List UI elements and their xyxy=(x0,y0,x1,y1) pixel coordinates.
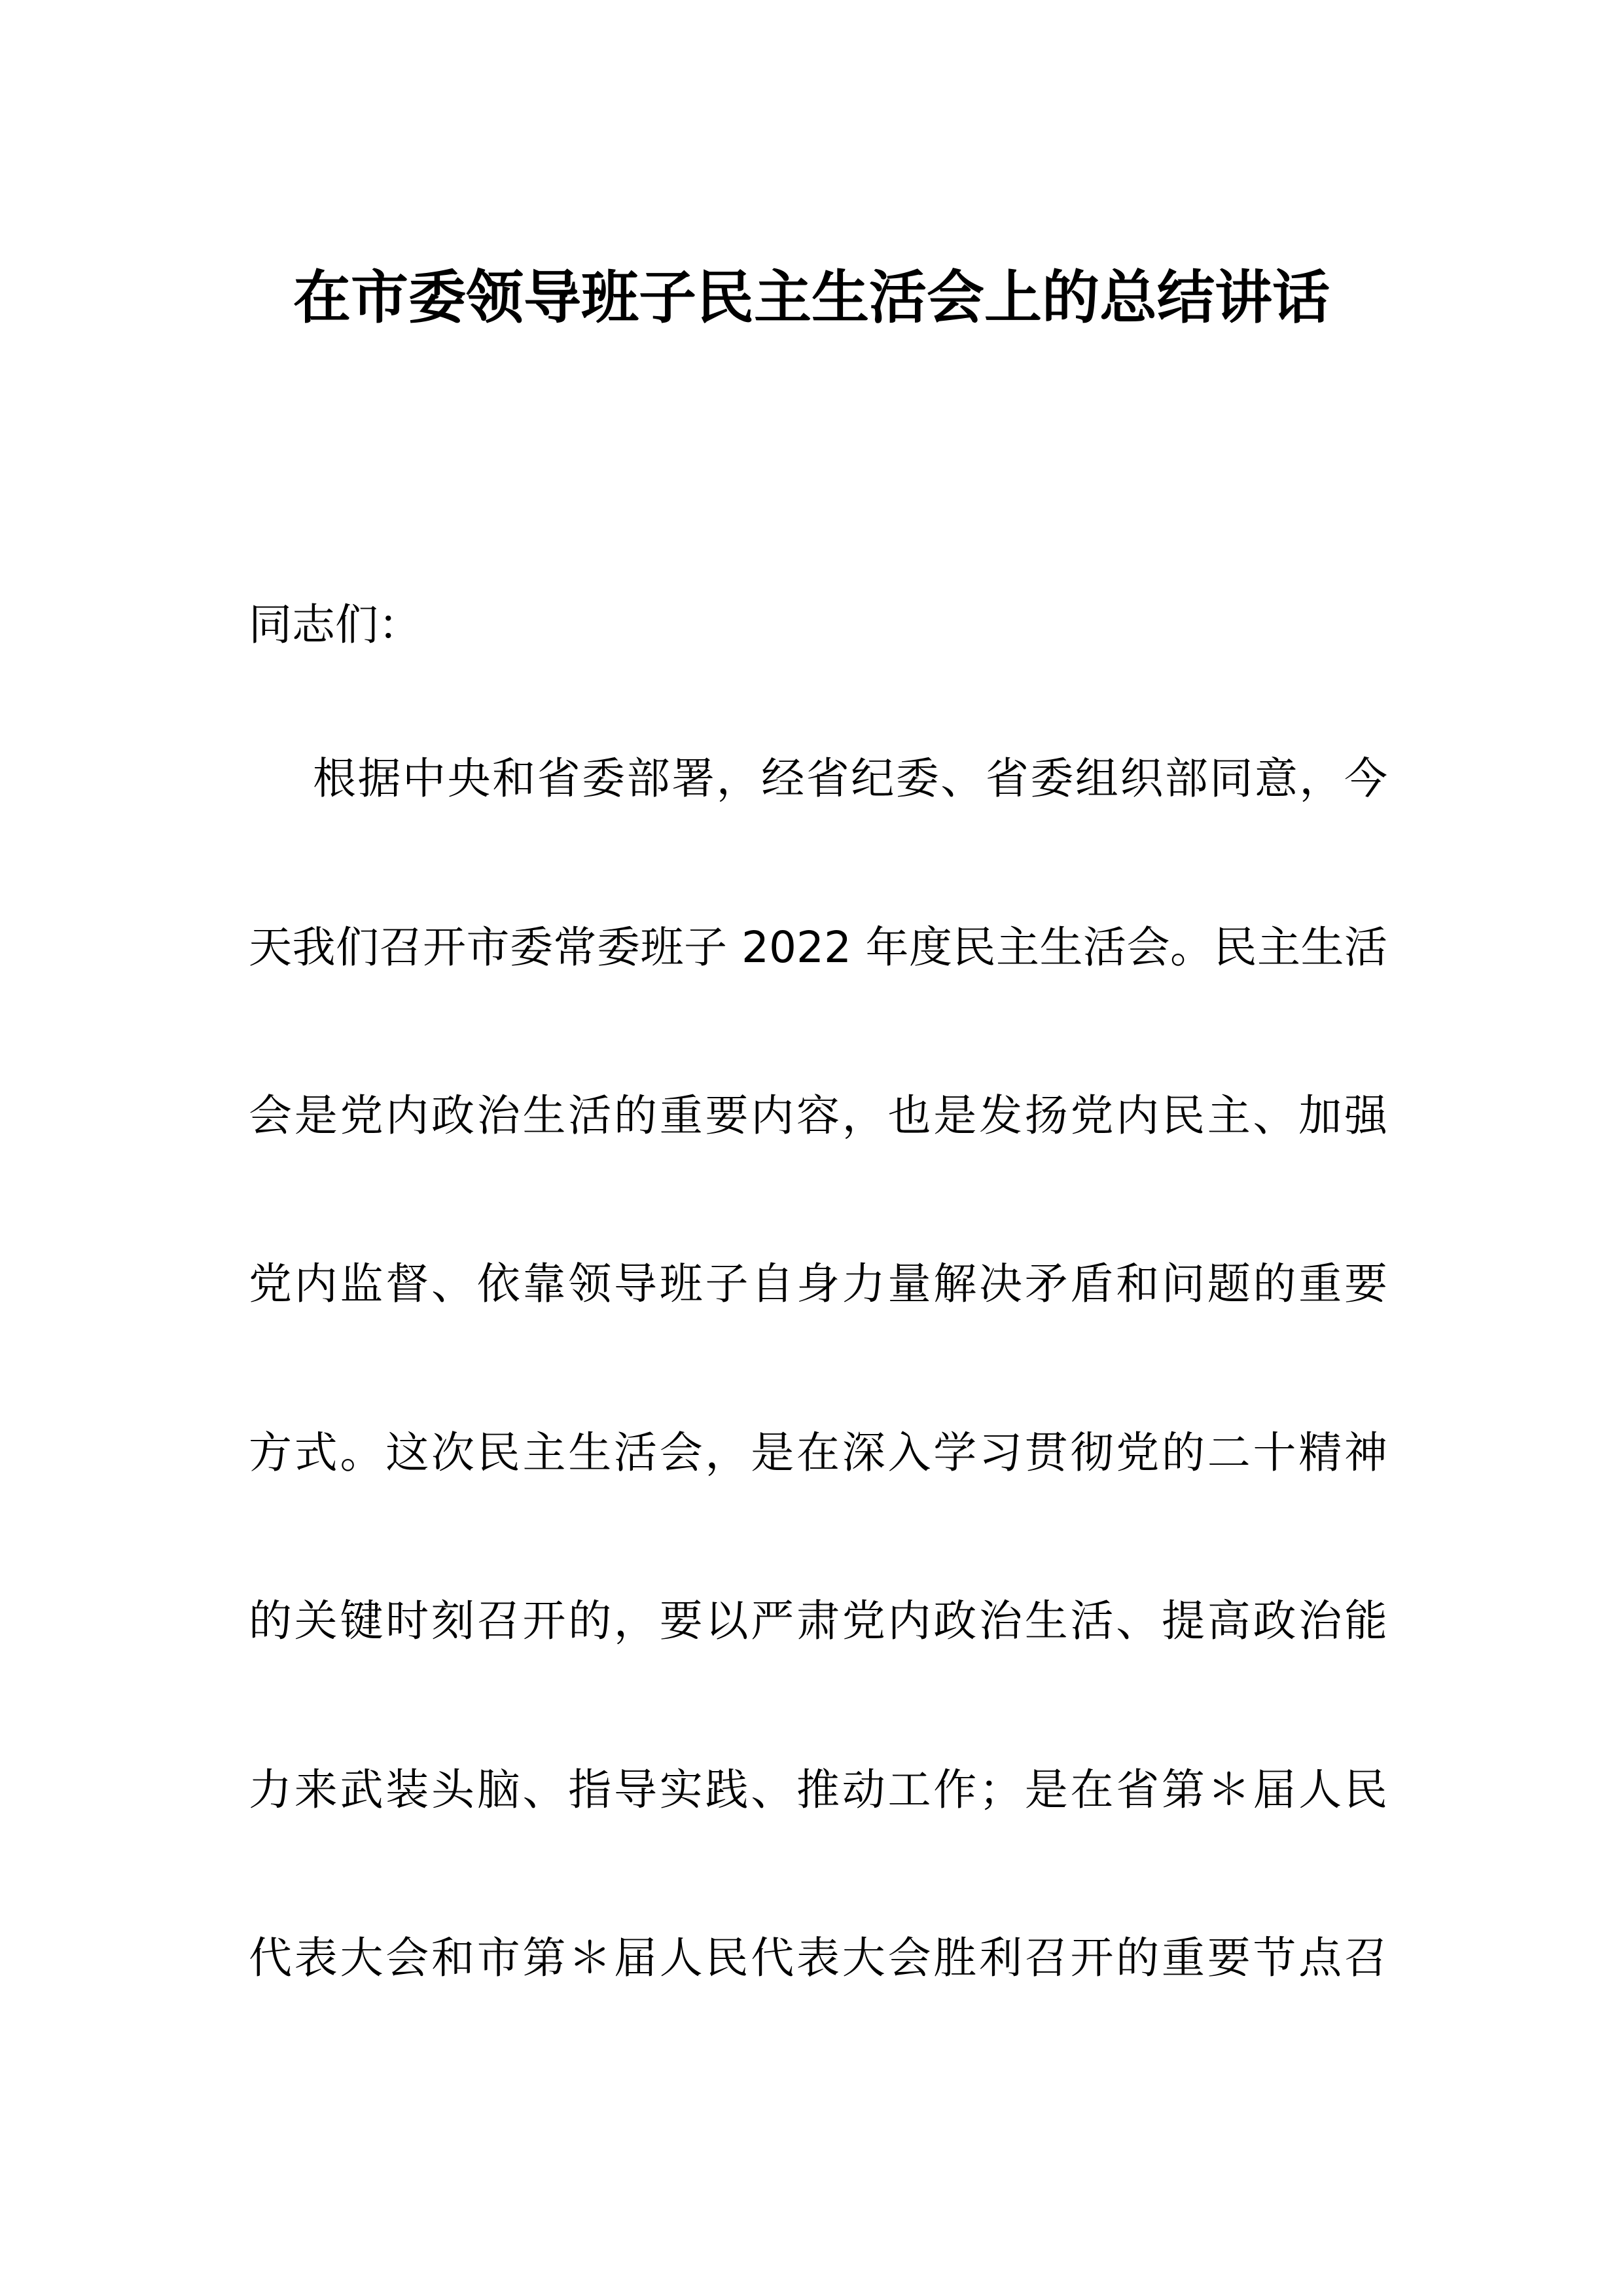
body-line: 力来武装头脑、指导实践、推动工作；是在省第＊届人民 xyxy=(249,1765,1387,1815)
body-line: 天我们召开市委常委班子 2022 年度民主生活会。民主生活 xyxy=(249,922,1387,973)
body-line: 代表大会和市第＊届人民代表大会胜利召开的重要节点召 xyxy=(249,1933,1387,1983)
body-line: 会是党内政治生活的重要内容，也是发扬党内民主、加强 xyxy=(249,1090,1387,1141)
document-title: 在市委领导班子民主生活会上的总结讲话 xyxy=(293,264,1330,331)
body-line: 根据中央和省委部署，经省纪委、省委组织部同意，今 xyxy=(313,753,1387,804)
body-line: 的关键时刻召开的，要以严肃党内政治生活、提高政治能 xyxy=(249,1596,1387,1646)
body-line: 党内监督、依靠领导班子自身力量解决矛盾和问题的重要 xyxy=(249,1259,1387,1309)
salutation: 同志们： xyxy=(249,600,421,650)
body-line: 方式。这次民主生活会，是在深入学习贯彻党的二十精神 xyxy=(249,1427,1387,1478)
